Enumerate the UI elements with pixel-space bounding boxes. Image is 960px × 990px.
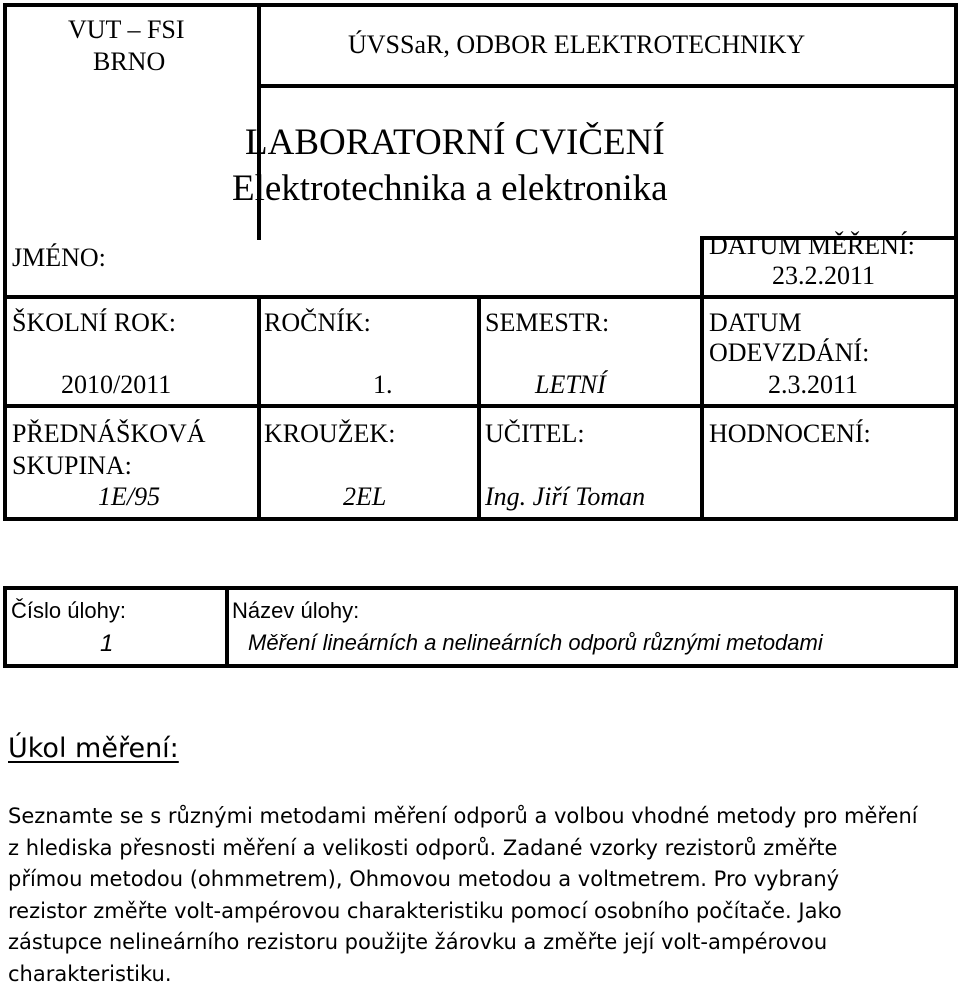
rocnik-value: 1. [373,370,393,399]
hodnoceni-label: HODNOCENÍ: [709,419,871,448]
nazev-value: Měření lineárních a nelineárních odporů různými metodami [248,630,823,655]
datum-odevzdani-label-line1: DATUM [709,308,802,337]
skupina-label-line1: PŘEDNÁŠKOVÁ [12,419,206,448]
col-divider [477,295,481,521]
skolni-rok-label: ŠKOLNÍ ROK: [12,308,176,337]
datum-mereni-label: DATUM MĚŘENÍ: [709,231,915,260]
title-line2: Elektrotechnika a elektronika [232,168,668,209]
jmeno-label: JMÉNO: [12,243,106,272]
rocnik-label: ROČNÍK: [264,308,371,337]
department: ÚVSSaR, ODBOR ELEKTROTECHNIKY [348,30,806,59]
ucitel-value: Ing. Jiří Toman [485,482,646,511]
krouzek-value: 2EL [343,482,387,511]
krouzek-label: KROUŽEK: [264,419,396,448]
ucitel-label: UČITEL: [485,419,585,448]
datum-odevzdani-label-line2: ODEVZDÁNÍ: [709,338,870,367]
task-col-divider [225,586,229,668]
nazev-label: Název úlohy: [232,598,360,623]
ukol-text: Seznamte se s různými metodami měření odporů a volbou vhodné metody pro měření z hlediska přesnosti měření a velikosti odporů. Zadané vzorky rezistorů změřte přímou metodou (ohmmetrem), Ohmovou metodou a voltmetrem. Pro vybraný rezistor změřte volt-ampérovou charakteristiku pomocí osobního počítače. Jako zástupce nelineárního rezistoru použijte žárovku a změřte její volt-ampérovou charakteristiku. [8,804,918,986]
ukol-heading: Úkol měření: [8,733,179,764]
title-line1: LABORATORNÍ CVIČENÍ [245,122,665,163]
cislo-value: 1 [100,630,114,657]
datum-odevzdani-value: 2.3.2011 [768,370,859,399]
task-table [3,586,958,668]
semestr-value: LETNÍ [535,370,606,399]
col-divider [257,295,261,521]
institution-line1: VUT – FSI [68,15,185,44]
col-divider [700,236,704,298]
header-divider [257,84,958,88]
skupina-value: 1E/95 [98,482,161,511]
col-divider [700,295,704,521]
datum-mereni-value: 23.2.2011 [772,261,876,290]
skolni-rok-value: 2010/2011 [61,370,172,399]
institution-line2: BRNO [93,47,166,76]
skupina-label-line2: SKUPINA: [12,451,132,480]
semestr-label: SEMESTR: [485,308,610,337]
cislo-label: Číslo úlohy: [11,598,126,623]
